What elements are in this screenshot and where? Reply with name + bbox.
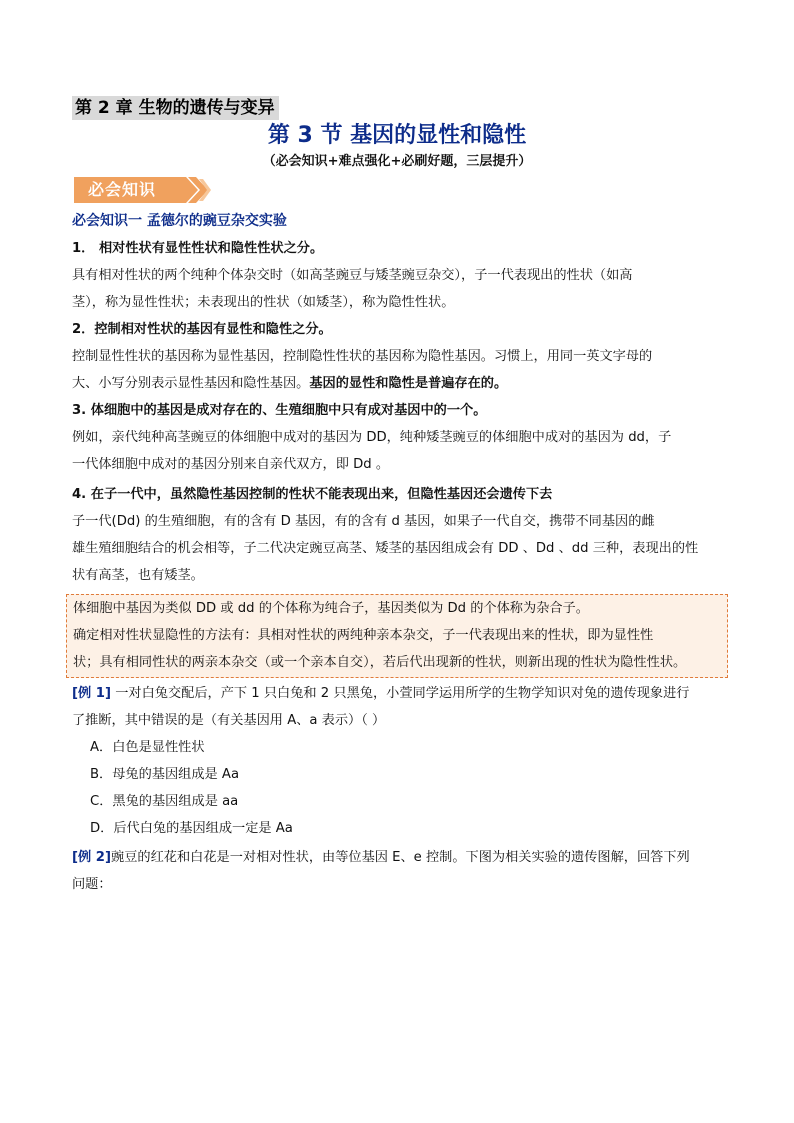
point-2-body-line: 控制显性性状的基因称为显性基因，控制隐性性状的基因称为隐性基因。习惯上，用同一英文字母的	[72, 349, 653, 364]
point-4-body-line: 雄生殖细胞结合的机会相等，子二代决定豌豆高茎、矮茎的基因组成会有 DD 、Dd 、dd 三种，表现出的性	[72, 541, 699, 556]
example-1-stem-line: 了推断，其中错误的是（有关基因用 A、a 表示）（ ）	[72, 713, 386, 728]
callout-line: 状；具有相同性状的两亲本杂交（或一个亲本自交），若后代出现新的性状，则新出现的性状为隐性性状。	[73, 655, 687, 670]
point-4-body-line: 子一代(Dd) 的生殖细胞，有的含有 D 基因，有的含有 d 基因，如果子一代自交，携带不同基因的雌	[72, 514, 655, 529]
point-4-title: 4. 在子一代中，虽然隐性基因控制的性状不能表现出来，但隐性基因还会遗传下去	[72, 487, 553, 502]
section-banner	[74, 177, 212, 203]
page-title: 第 3 节 基因的显性和隐性	[267, 123, 527, 148]
point-2-body-line	[72, 370, 724, 397]
point-3-body-line: 例如，亲代纯种高茎豌豆的体细胞中成对的基因为 DD，纯种矮茎豌豆的体细胞中成对的基因为 dd，子	[72, 430, 672, 445]
banner-label: 必会知识	[88, 180, 157, 199]
example-1-option-a: A．白色是显性性状	[90, 740, 205, 755]
point-3-title: 3. 体细胞中的基因是成对存在的、生殖细胞中只有成对基因中的一个。	[72, 403, 487, 418]
example-1-option-c: C．黑兔的基因组成是 aa	[90, 794, 239, 809]
point-1-body-line: 具有相对性状的两个纯种个体杂交时（如高茎豌豆与矮茎豌豆杂交），子一代表现出的性状（如高	[72, 268, 633, 283]
example-1-stem	[72, 680, 724, 707]
key-point-callout	[66, 594, 728, 678]
point-3-body-line: 一代体细胞中成对的基因分别来自亲代双方，即 Dd 。	[72, 457, 390, 472]
callout-line: 确定相对性状显隐性的方法有：具相对性状的两纯种亲本杂交，子一代表现出来的性状，即为显性性	[73, 628, 654, 643]
point-4-body-line: 状有高茎，也有矮茎。	[72, 568, 204, 583]
example-1-option-b: B．母兔的基因组成是 Aa	[90, 767, 240, 782]
callout-line: 体细胞中基因为类似 DD 或 dd 的个体称为纯合子，基因类似为 Dd 的个体称为杂合子。	[73, 601, 589, 616]
page-subtitle: （必会知识+难点强化+必刷好题，三层提升）	[262, 154, 532, 169]
example-2-stem-text: 豌豆的红花和白花是一对相对性状，由等位基因 E、e 控制。下图为相关实验的遗传图解，回答下列	[111, 850, 690, 865]
point-2-body-text: 大、小写分别表示显性基因和隐性基因。	[72, 376, 310, 391]
example-2-stem-line: 问题：	[72, 877, 112, 892]
example-1-stem-text: 一对白兔交配后，产下 1 只白兔和 2 只黑兔，小萱同学运用所学的生物学知识对兔的遗传现象进行	[111, 686, 690, 701]
example-2-tag: [例 2]	[72, 850, 112, 865]
point-2-emphasis: 基因的显性和隐性是普遍存在的。	[309, 376, 508, 391]
example-1-tag: [例 1]	[72, 686, 112, 701]
example-2-stem	[72, 844, 724, 871]
point-2-title: 2．控制相对性状的基因有显性和隐性之分。	[72, 322, 332, 337]
chapter-heading: 第 2 章 生物的遗传与变异	[72, 96, 279, 120]
point-1-title: 1． 相对性状有显性性状和隐性性状之分。	[72, 241, 324, 256]
point-1-body-line: 茎），称为显性性状；未表现出的性状（如矮茎），称为隐性性状。	[72, 295, 455, 310]
example-1-option-d: D．后代白兔的基因组成一定是 Aa	[90, 821, 293, 836]
section-heading: 必会知识一 孟德尔的豌豆杂交实验	[72, 213, 287, 229]
